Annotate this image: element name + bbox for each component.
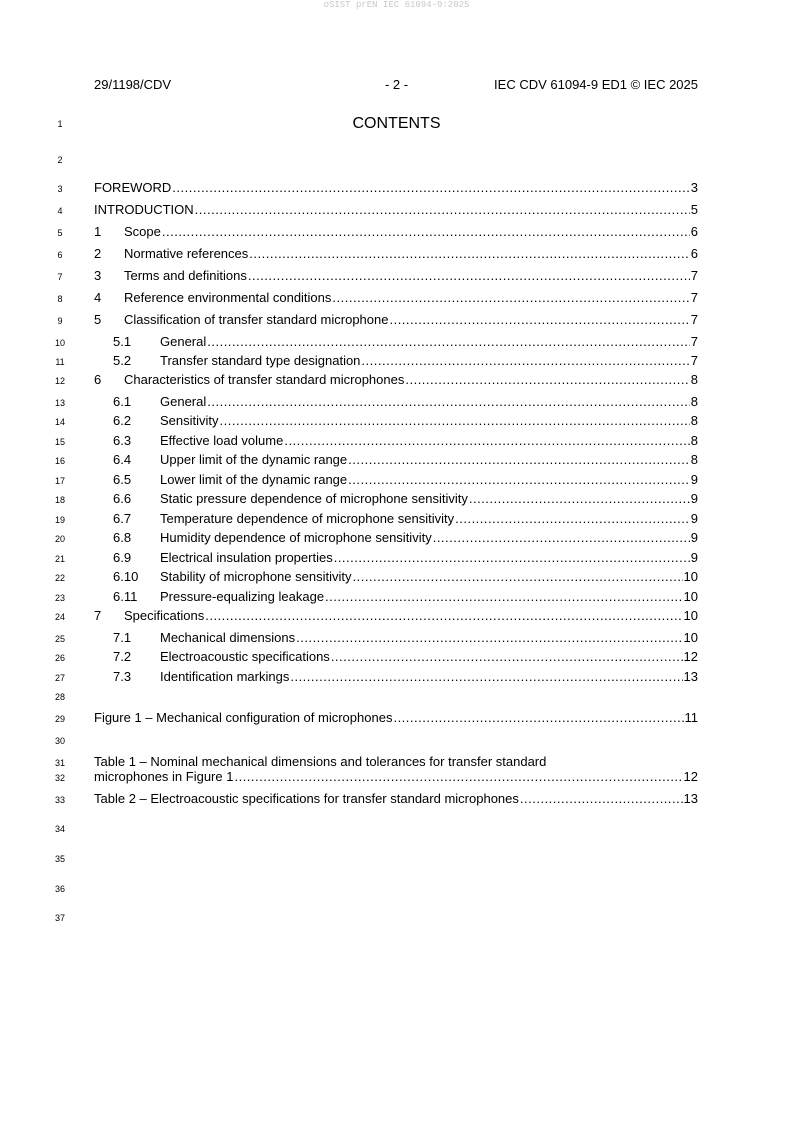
toc-entry-6[interactable] [94, 372, 698, 388]
line-number: 27 [54, 673, 65, 683]
line-number: 18 [54, 495, 65, 505]
toc-section-number: 1 [94, 224, 102, 239]
toc-entry-2[interactable] [94, 246, 698, 262]
toc-entry-5[interactable] [94, 312, 698, 328]
toc-entry-foreword[interactable] [94, 180, 698, 196]
line-number: 26 [54, 653, 65, 663]
toc-page-number: 9 [690, 472, 698, 487]
line-number: 25 [54, 634, 65, 644]
toc-entry-4[interactable] [94, 290, 698, 306]
line-number: 30 [54, 736, 65, 746]
line-number: 31 [54, 758, 65, 768]
toc-section-number: 6.11 [113, 589, 138, 604]
header-page-number: - 2 - [384, 77, 409, 92]
line-number: 1 [57, 119, 63, 129]
toc-section-number: 7.3 [113, 669, 132, 684]
toc-page-number: 3 [690, 180, 698, 195]
toc-entry-label: Electroacoustic specifications [160, 649, 330, 664]
toc-entry-label: Scope [124, 224, 161, 239]
line-number: 7 [57, 272, 63, 282]
leader-dots [296, 630, 682, 646]
toc-entry-6-3[interactable] [113, 433, 698, 449]
toc-section-number: 6.10 [113, 569, 139, 584]
toc-page-number: 13 [683, 669, 698, 684]
toc-entry-6-9[interactable] [113, 550, 698, 566]
leader-dots [205, 608, 682, 624]
leader-dots [220, 413, 690, 429]
line-number: 37 [54, 913, 65, 923]
toc-section-number: 6.4 [113, 452, 132, 467]
line-number: 17 [54, 476, 65, 486]
toc-entry-label: Stability of microphone sensitivity [160, 569, 352, 584]
leader-dots [393, 710, 683, 726]
toc-page-number: 8 [690, 413, 698, 428]
line-number: 4 [57, 206, 63, 216]
table-entry-label: microphones in Figure 1 [94, 769, 234, 784]
toc-page-number: 10 [683, 608, 698, 623]
toc-section-number: 6 [94, 372, 102, 387]
toc-section-number: 4 [94, 290, 102, 305]
leader-dots [405, 372, 689, 388]
toc-page-number: 9 [690, 511, 698, 526]
toc-entry-6-10[interactable] [113, 569, 698, 585]
toc-entry-label: Effective load volume [160, 433, 284, 448]
line-number: 24 [54, 612, 65, 622]
toc-entry-label: General [160, 334, 207, 349]
table-page-number: 12 [683, 769, 698, 784]
line-number: 19 [54, 515, 65, 525]
toc-page-number: 10 [683, 569, 698, 584]
leader-dots [325, 589, 682, 605]
line-number: 33 [54, 795, 65, 805]
toc-entry-5-1[interactable] [113, 334, 698, 350]
toc-section-number: 3 [94, 268, 102, 283]
line-number: 2 [57, 155, 63, 165]
line-number: 23 [54, 593, 65, 603]
toc-section-number: 5.1 [113, 334, 132, 349]
toc-page-number: 9 [690, 491, 698, 506]
toc-entry-label: Electrical insulation properties [160, 550, 333, 565]
line-number: 29 [54, 714, 65, 724]
toc-entry-6-6[interactable] [113, 491, 698, 507]
toc-page-number: 7 [690, 312, 698, 327]
line-number: 6 [57, 250, 63, 260]
toc-entry-introduction[interactable] [94, 202, 698, 218]
toc-section-number: 6.5 [113, 472, 132, 487]
toc-page-number: 7 [690, 353, 698, 368]
line-number: 8 [57, 294, 63, 304]
toc-entry-label: FOREWORD [94, 180, 172, 195]
leader-dots [433, 530, 690, 546]
toc-entry-label: INTRODUCTION [94, 202, 194, 217]
toc-entry-label: Mechanical dimensions [160, 630, 296, 645]
toc-entry-label: Temperature dependence of microphone sensitivity [160, 511, 455, 526]
toc-entry-label: Terms and definitions [124, 268, 247, 283]
toc-entry-7-3[interactable] [113, 669, 698, 685]
page-title: CONTENTS [352, 115, 441, 132]
toc-entry-label: Identification markings [160, 669, 290, 684]
line-number: 32 [54, 773, 65, 783]
toc-entry-label: Reference environmental conditions [124, 290, 332, 305]
toc-section-number: 7 [94, 608, 102, 623]
line-number: 36 [54, 884, 65, 894]
toc-section-number: 5 [94, 312, 102, 327]
toc-entry-label: Specifications [124, 608, 205, 623]
toc-page-number: 6 [690, 224, 698, 239]
toc-section-number: 7.1 [113, 630, 132, 645]
toc-section-number: 7.2 [113, 649, 132, 664]
header-doc-ref: 29/1198/CDV [94, 77, 172, 92]
line-number: 13 [54, 398, 65, 408]
leader-dots [361, 353, 689, 369]
toc-entry-label: Normative references [124, 246, 249, 261]
toc-page-number: 10 [683, 589, 698, 604]
line-number: 14 [54, 417, 65, 427]
leader-dots [234, 769, 682, 785]
toc-page-number: 9 [690, 530, 698, 545]
line-number: 21 [54, 554, 65, 564]
figure-page-number: 11 [684, 710, 698, 725]
toc-section-number: 2 [94, 246, 102, 261]
line-number: 34 [54, 824, 65, 834]
toc-section-number: 6.6 [113, 491, 132, 506]
line-number: 15 [54, 437, 65, 447]
line-number: 22 [54, 573, 65, 583]
toc-page-number: 9 [690, 550, 698, 565]
header-standard-id: IEC CDV 61094-9 ED1 © IEC 2025 [494, 77, 698, 92]
line-number: 9 [57, 316, 63, 326]
line-number: 5 [57, 228, 63, 238]
leader-dots [455, 511, 690, 527]
toc-section-number: 6.1 [113, 394, 132, 409]
toc-entry-label: Humidity dependence of microphone sensitivity [160, 530, 432, 545]
line-number: 35 [54, 854, 65, 864]
toc-entry-1[interactable] [94, 224, 698, 240]
leader-dots [290, 669, 682, 685]
toc-page-number: 12 [683, 649, 698, 664]
figure-entry-1[interactable] [94, 710, 698, 726]
line-number: 3 [57, 184, 63, 194]
toc-entry-6-7[interactable] [113, 511, 698, 527]
leader-dots [248, 268, 690, 284]
leader-dots [172, 180, 689, 196]
leader-dots [249, 246, 689, 262]
toc-entry-6-11[interactable] [113, 589, 698, 605]
toc-entry-6-1[interactable] [113, 394, 698, 410]
toc-entry-7-1[interactable] [113, 630, 698, 646]
toc-entry-label: Pressure-equalizing leakage [160, 589, 325, 604]
table-entry-label: Table 2 – Electroacoustic specifications for transfer standard microphones [94, 791, 519, 806]
table-entry-1[interactable] [94, 769, 698, 785]
toc-page-number: 7 [690, 334, 698, 349]
leader-dots [162, 224, 690, 240]
table-entry-1-line1[interactable]: Table 1 – Nominal mechanical dimensions and tolerances for transfer standard [94, 754, 547, 769]
leader-dots [207, 394, 690, 410]
toc-entry-6-5[interactable] [113, 472, 698, 488]
toc-entry-6-8[interactable] [113, 530, 698, 546]
toc-section-number: 6.9 [113, 550, 132, 565]
toc-entry-label: Static pressure dependence of microphone sensitivity [160, 491, 468, 506]
toc-page-number: 6 [690, 246, 698, 261]
toc-entry-3[interactable] [94, 268, 698, 284]
line-number: 28 [54, 692, 65, 702]
leader-dots [469, 491, 690, 507]
toc-page-number: 10 [683, 630, 698, 645]
toc-entry-label: General [160, 394, 207, 409]
line-number: 20 [54, 534, 65, 544]
line-number: 11 [55, 357, 65, 367]
table-page-number: 13 [683, 791, 698, 806]
leader-dots [389, 312, 689, 328]
toc-section-number: 6.8 [113, 530, 132, 545]
leader-dots [332, 290, 689, 306]
leader-dots [352, 569, 682, 585]
leader-dots [195, 202, 690, 218]
toc-page-number: 5 [690, 202, 698, 217]
figure-entry-label: Figure 1 – Mechanical configuration of microphones [94, 710, 393, 725]
toc-entry-label: Characteristics of transfer standard microphones [124, 372, 405, 387]
toc-section-number: 6.2 [113, 413, 132, 428]
line-number: 16 [54, 456, 65, 466]
leader-dots [334, 550, 690, 566]
toc-entry-label: Lower limit of the dynamic range [160, 472, 348, 487]
toc-page-number: 8 [690, 452, 698, 467]
toc-section-number: 5.2 [113, 353, 132, 368]
leader-dots [348, 452, 690, 468]
leader-dots [520, 791, 683, 807]
toc-page-number: 7 [690, 268, 698, 283]
leader-dots [207, 334, 690, 350]
toc-section-number: 6.3 [113, 433, 132, 448]
line-number: 10 [54, 338, 65, 348]
toc-page-number: 7 [690, 290, 698, 305]
toc-entry-6-2[interactable] [113, 413, 698, 429]
toc-page-number: 8 [690, 372, 698, 387]
watermark: oSIST prEN IEC 61094-9:2025 [323, 0, 470, 10]
toc-entry-label: Classification of transfer standard microphone [124, 312, 389, 327]
toc-entry-6-4[interactable] [113, 452, 698, 468]
leader-dots [331, 649, 683, 665]
toc-entry-label: Transfer standard type designation [160, 353, 361, 368]
toc-section-number: 6.7 [113, 511, 132, 526]
toc-page-number: 8 [690, 433, 698, 448]
toc-entry-5-2[interactable] [113, 353, 698, 369]
toc-entry-label: Upper limit of the dynamic range [160, 452, 348, 467]
toc-entry-label: Sensitivity [160, 413, 219, 428]
leader-dots [284, 433, 689, 449]
line-number: 12 [54, 376, 65, 386]
toc-entry-7[interactable] [94, 608, 698, 624]
leader-dots [348, 472, 690, 488]
toc-entry-7-2[interactable] [113, 649, 698, 665]
toc-page-number: 8 [690, 394, 698, 409]
table-entry-2[interactable] [94, 791, 698, 807]
